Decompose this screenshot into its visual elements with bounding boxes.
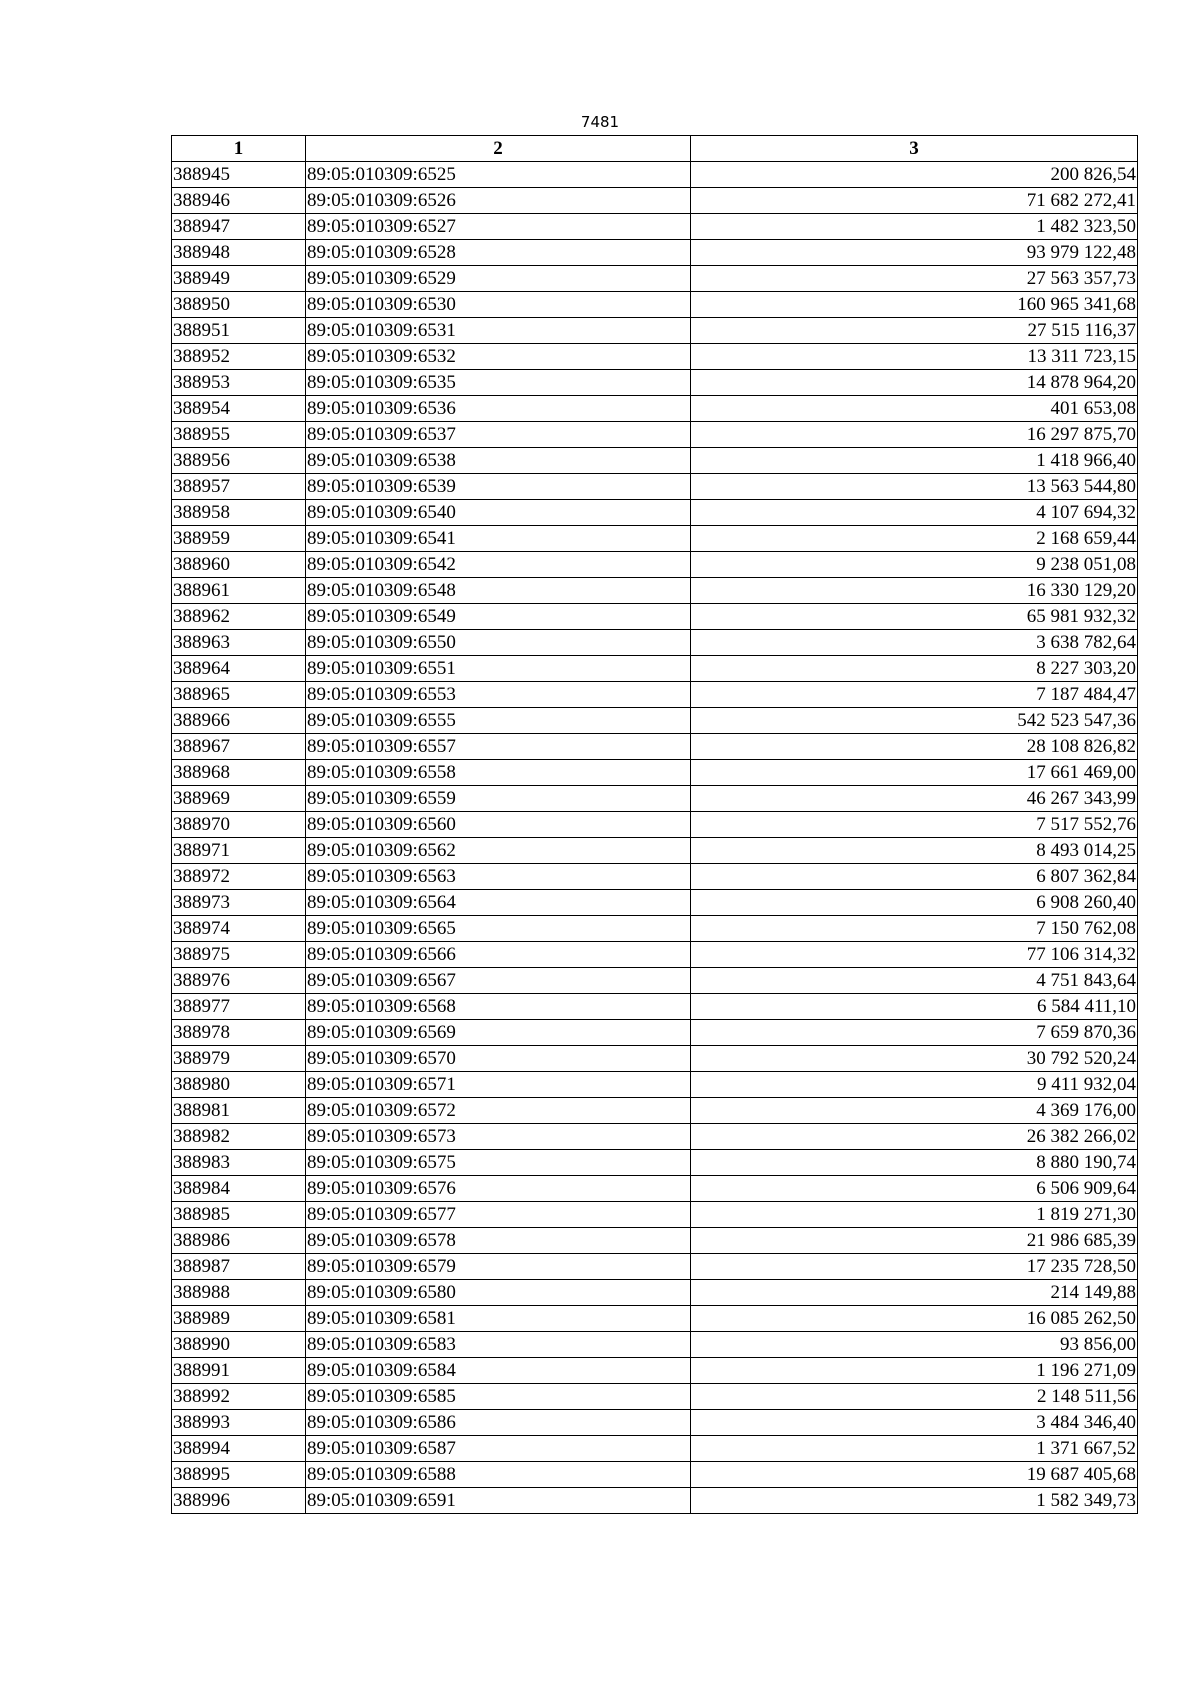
cadastral-number-cell: 89:05:010309:6528 — [306, 240, 691, 266]
row-number-cell: 388977 — [172, 994, 306, 1020]
value-cell: 16 330 129,20 — [691, 578, 1138, 604]
value-cell: 1 196 271,09 — [691, 1358, 1138, 1384]
table-row — [172, 656, 1138, 682]
table-row — [172, 1436, 1138, 1462]
table-row — [172, 1254, 1138, 1280]
cadastral-number-cell: 89:05:010309:6536 — [306, 396, 691, 422]
table-row — [172, 1384, 1138, 1410]
cadastral-number-cell: 89:05:010309:6575 — [306, 1150, 691, 1176]
cadastral-number-cell: 89:05:010309:6532 — [306, 344, 691, 370]
row-number-cell: 388957 — [172, 474, 306, 500]
value-cell: 7 187 484,47 — [691, 682, 1138, 708]
value-cell: 6 506 909,64 — [691, 1176, 1138, 1202]
column-header-2: 2 — [306, 136, 691, 162]
cadastral-number-cell: 89:05:010309:6526 — [306, 188, 691, 214]
cadastral-number-cell: 89:05:010309:6548 — [306, 578, 691, 604]
row-number-cell: 388986 — [172, 1228, 306, 1254]
row-number-cell: 388981 — [172, 1098, 306, 1124]
value-cell: 14 878 964,20 — [691, 370, 1138, 396]
table-row — [172, 604, 1138, 630]
value-cell: 46 267 343,99 — [691, 786, 1138, 812]
row-number-cell: 388948 — [172, 240, 306, 266]
cadastral-number-cell: 89:05:010309:6565 — [306, 916, 691, 942]
cadastral-number-cell: 89:05:010309:6586 — [306, 1410, 691, 1436]
cadastral-number-cell: 89:05:010309:6569 — [306, 1020, 691, 1046]
row-number-cell: 388972 — [172, 864, 306, 890]
table-row — [172, 1020, 1138, 1046]
cadastral-number-cell: 89:05:010309:6538 — [306, 448, 691, 474]
table-row — [172, 864, 1138, 890]
cadastral-number-cell: 89:05:010309:6535 — [306, 370, 691, 396]
cadastral-number-cell: 89:05:010309:6558 — [306, 760, 691, 786]
table-row — [172, 214, 1138, 240]
table-body — [172, 162, 1138, 1514]
table-row — [172, 786, 1138, 812]
row-number-cell: 388947 — [172, 214, 306, 240]
value-cell: 21 986 685,39 — [691, 1228, 1138, 1254]
value-cell: 17 661 469,00 — [691, 760, 1138, 786]
value-cell: 160 965 341,68 — [691, 292, 1138, 318]
value-cell: 27 563 357,73 — [691, 266, 1138, 292]
cadastral-number-cell: 89:05:010309:6557 — [306, 734, 691, 760]
value-cell: 1 582 349,73 — [691, 1488, 1138, 1514]
row-number-cell: 388990 — [172, 1332, 306, 1358]
value-cell: 7 659 870,36 — [691, 1020, 1138, 1046]
row-number-cell: 388982 — [172, 1124, 306, 1150]
row-number-cell: 388971 — [172, 838, 306, 864]
table-header — [172, 136, 1138, 162]
cadastral-number-cell: 89:05:010309:6570 — [306, 1046, 691, 1072]
value-cell: 8 227 303,20 — [691, 656, 1138, 682]
cadastral-number-cell: 89:05:010309:6541 — [306, 526, 691, 552]
table-row — [172, 1332, 1138, 1358]
value-cell: 30 792 520,24 — [691, 1046, 1138, 1072]
table-row — [172, 1358, 1138, 1384]
value-cell: 6 584 411,10 — [691, 994, 1138, 1020]
table-row — [172, 370, 1138, 396]
column-header-3: 3 — [691, 136, 1138, 162]
value-cell: 28 108 826,82 — [691, 734, 1138, 760]
value-cell: 3 638 782,64 — [691, 630, 1138, 656]
table-row — [172, 162, 1138, 188]
cadastral-number-cell: 89:05:010309:6576 — [306, 1176, 691, 1202]
cadastral-number-cell: 89:05:010309:6583 — [306, 1332, 691, 1358]
cadastral-number-cell: 89:05:010309:6588 — [306, 1462, 691, 1488]
row-number-cell: 388983 — [172, 1150, 306, 1176]
cadastral-number-cell: 89:05:010309:6530 — [306, 292, 691, 318]
row-number-cell: 388945 — [172, 162, 306, 188]
row-number-cell: 388987 — [172, 1254, 306, 1280]
table-row — [172, 188, 1138, 214]
table-row — [172, 682, 1138, 708]
table-row — [172, 1202, 1138, 1228]
table-row — [172, 890, 1138, 916]
table-row — [172, 1306, 1138, 1332]
cadastral-number-cell: 89:05:010309:6580 — [306, 1280, 691, 1306]
table-row — [172, 1462, 1138, 1488]
row-number-cell: 388996 — [172, 1488, 306, 1514]
table-row — [172, 500, 1138, 526]
table-row — [172, 1280, 1138, 1306]
column-header-1: 1 — [172, 136, 306, 162]
value-cell: 6 807 362,84 — [691, 864, 1138, 890]
table-row — [172, 448, 1138, 474]
row-number-cell: 388951 — [172, 318, 306, 344]
row-number-cell: 388961 — [172, 578, 306, 604]
value-cell: 13 563 544,80 — [691, 474, 1138, 500]
value-cell: 2 168 659,44 — [691, 526, 1138, 552]
table-row — [172, 318, 1138, 344]
cadastral-number-cell: 89:05:010309:6537 — [306, 422, 691, 448]
cadastral-number-cell: 89:05:010309:6573 — [306, 1124, 691, 1150]
table-row — [172, 1098, 1138, 1124]
cadastral-number-cell: 89:05:010309:6562 — [306, 838, 691, 864]
cadastral-number-cell: 89:05:010309:6551 — [306, 656, 691, 682]
table-row — [172, 708, 1138, 734]
table-row — [172, 1488, 1138, 1514]
row-number-cell: 388995 — [172, 1462, 306, 1488]
row-number-cell: 388980 — [172, 1072, 306, 1098]
cadastral-number-cell: 89:05:010309:6553 — [306, 682, 691, 708]
table-row — [172, 266, 1138, 292]
value-cell: 26 382 266,02 — [691, 1124, 1138, 1150]
row-number-cell: 388964 — [172, 656, 306, 682]
table-row — [172, 422, 1138, 448]
table-row — [172, 292, 1138, 318]
row-number-cell: 388968 — [172, 760, 306, 786]
value-cell: 6 908 260,40 — [691, 890, 1138, 916]
table-row — [172, 760, 1138, 786]
cadastral-number-cell: 89:05:010309:6559 — [306, 786, 691, 812]
table-row — [172, 1228, 1138, 1254]
value-cell: 93 856,00 — [691, 1332, 1138, 1358]
page-number: 7481 — [580, 113, 620, 131]
cadastral-number-cell: 89:05:010309:6591 — [306, 1488, 691, 1514]
value-cell: 7 150 762,08 — [691, 916, 1138, 942]
value-cell: 200 826,54 — [691, 162, 1138, 188]
row-number-cell: 388974 — [172, 916, 306, 942]
table-row — [172, 1046, 1138, 1072]
cadastral-number-cell: 89:05:010309:6568 — [306, 994, 691, 1020]
value-cell: 1 482 323,50 — [691, 214, 1138, 240]
row-number-cell: 388970 — [172, 812, 306, 838]
cadastral-number-cell: 89:05:010309:6584 — [306, 1358, 691, 1384]
table-row — [172, 240, 1138, 266]
row-number-cell: 388992 — [172, 1384, 306, 1410]
table-row — [172, 734, 1138, 760]
cadastral-number-cell: 89:05:010309:6560 — [306, 812, 691, 838]
cadastral-number-cell: 89:05:010309:6566 — [306, 942, 691, 968]
table-row — [172, 916, 1138, 942]
row-number-cell: 388994 — [172, 1436, 306, 1462]
table-row — [172, 552, 1138, 578]
header-row — [172, 136, 1138, 162]
row-number-cell: 388993 — [172, 1410, 306, 1436]
value-cell: 19 687 405,68 — [691, 1462, 1138, 1488]
row-number-cell: 388956 — [172, 448, 306, 474]
table-row — [172, 1124, 1138, 1150]
value-cell: 16 297 875,70 — [691, 422, 1138, 448]
row-number-cell: 388959 — [172, 526, 306, 552]
row-number-cell: 388958 — [172, 500, 306, 526]
row-number-cell: 388989 — [172, 1306, 306, 1332]
table-row — [172, 838, 1138, 864]
value-cell: 9 238 051,08 — [691, 552, 1138, 578]
table-row — [172, 812, 1138, 838]
row-number-cell: 388985 — [172, 1202, 306, 1228]
row-number-cell: 388976 — [172, 968, 306, 994]
table-row — [172, 630, 1138, 656]
table-row — [172, 344, 1138, 370]
row-number-cell: 388991 — [172, 1358, 306, 1384]
table-row — [172, 1072, 1138, 1098]
cadastral-number-cell: 89:05:010309:6577 — [306, 1202, 691, 1228]
value-cell: 77 106 314,32 — [691, 942, 1138, 968]
row-number-cell: 388949 — [172, 266, 306, 292]
row-number-cell: 388969 — [172, 786, 306, 812]
cadastral-number-cell: 89:05:010309:6581 — [306, 1306, 691, 1332]
row-number-cell: 388967 — [172, 734, 306, 760]
table-row — [172, 578, 1138, 604]
table-row — [172, 1176, 1138, 1202]
table-row — [172, 474, 1138, 500]
value-cell: 401 653,08 — [691, 396, 1138, 422]
cadastral-number-cell: 89:05:010309:6555 — [306, 708, 691, 734]
cadastral-number-cell: 89:05:010309:6527 — [306, 214, 691, 240]
value-cell: 3 484 346,40 — [691, 1410, 1138, 1436]
value-cell: 27 515 116,37 — [691, 318, 1138, 344]
table-row — [172, 994, 1138, 1020]
row-number-cell: 388978 — [172, 1020, 306, 1046]
value-cell: 17 235 728,50 — [691, 1254, 1138, 1280]
cadastral-number-cell: 89:05:010309:6587 — [306, 1436, 691, 1462]
row-number-cell: 388965 — [172, 682, 306, 708]
table-row — [172, 1410, 1138, 1436]
value-cell: 65 981 932,32 — [691, 604, 1138, 630]
row-number-cell: 388973 — [172, 890, 306, 916]
value-cell: 1 819 271,30 — [691, 1202, 1138, 1228]
row-number-cell: 388979 — [172, 1046, 306, 1072]
cadastral-number-cell: 89:05:010309:6542 — [306, 552, 691, 578]
row-number-cell: 388955 — [172, 422, 306, 448]
row-number-cell: 388984 — [172, 1176, 306, 1202]
table-row — [172, 526, 1138, 552]
value-cell: 4 107 694,32 — [691, 500, 1138, 526]
cadastral-number-cell: 89:05:010309:6567 — [306, 968, 691, 994]
value-cell: 13 311 723,15 — [691, 344, 1138, 370]
cadastral-number-cell: 89:05:010309:6531 — [306, 318, 691, 344]
value-cell: 1 418 966,40 — [691, 448, 1138, 474]
value-cell: 1 371 667,52 — [691, 1436, 1138, 1462]
row-number-cell: 388954 — [172, 396, 306, 422]
value-cell: 8 880 190,74 — [691, 1150, 1138, 1176]
value-cell: 9 411 932,04 — [691, 1072, 1138, 1098]
row-number-cell: 388960 — [172, 552, 306, 578]
cadastral-number-cell: 89:05:010309:6539 — [306, 474, 691, 500]
row-number-cell: 388975 — [172, 942, 306, 968]
cadastral-number-cell: 89:05:010309:6549 — [306, 604, 691, 630]
row-number-cell: 388966 — [172, 708, 306, 734]
row-number-cell: 388952 — [172, 344, 306, 370]
register-table — [171, 135, 1138, 1514]
cadastral-number-cell: 89:05:010309:6540 — [306, 500, 691, 526]
cadastral-number-cell: 89:05:010309:6564 — [306, 890, 691, 916]
value-cell: 8 493 014,25 — [691, 838, 1138, 864]
cadastral-number-cell: 89:05:010309:6563 — [306, 864, 691, 890]
row-number-cell: 388950 — [172, 292, 306, 318]
value-cell: 7 517 552,76 — [691, 812, 1138, 838]
value-cell: 16 085 262,50 — [691, 1306, 1138, 1332]
value-cell: 2 148 511,56 — [691, 1384, 1138, 1410]
cadastral-number-cell: 89:05:010309:6529 — [306, 266, 691, 292]
table-row — [172, 942, 1138, 968]
cadastral-number-cell: 89:05:010309:6578 — [306, 1228, 691, 1254]
cadastral-number-cell: 89:05:010309:6571 — [306, 1072, 691, 1098]
table-row — [172, 1150, 1138, 1176]
value-cell: 214 149,88 — [691, 1280, 1138, 1306]
table-row — [172, 396, 1138, 422]
cadastral-number-cell: 89:05:010309:6550 — [306, 630, 691, 656]
value-cell: 4 369 176,00 — [691, 1098, 1138, 1124]
row-number-cell: 388988 — [172, 1280, 306, 1306]
row-number-cell: 388963 — [172, 630, 306, 656]
row-number-cell: 388953 — [172, 370, 306, 396]
row-number-cell: 388946 — [172, 188, 306, 214]
value-cell: 542 523 547,36 — [691, 708, 1138, 734]
cadastral-number-cell: 89:05:010309:6585 — [306, 1384, 691, 1410]
value-cell: 71 682 272,41 — [691, 188, 1138, 214]
value-cell: 4 751 843,64 — [691, 968, 1138, 994]
cadastral-number-cell: 89:05:010309:6525 — [306, 162, 691, 188]
value-cell: 93 979 122,48 — [691, 240, 1138, 266]
cadastral-number-cell: 89:05:010309:6579 — [306, 1254, 691, 1280]
table-row — [172, 968, 1138, 994]
row-number-cell: 388962 — [172, 604, 306, 630]
cadastral-number-cell: 89:05:010309:6572 — [306, 1098, 691, 1124]
